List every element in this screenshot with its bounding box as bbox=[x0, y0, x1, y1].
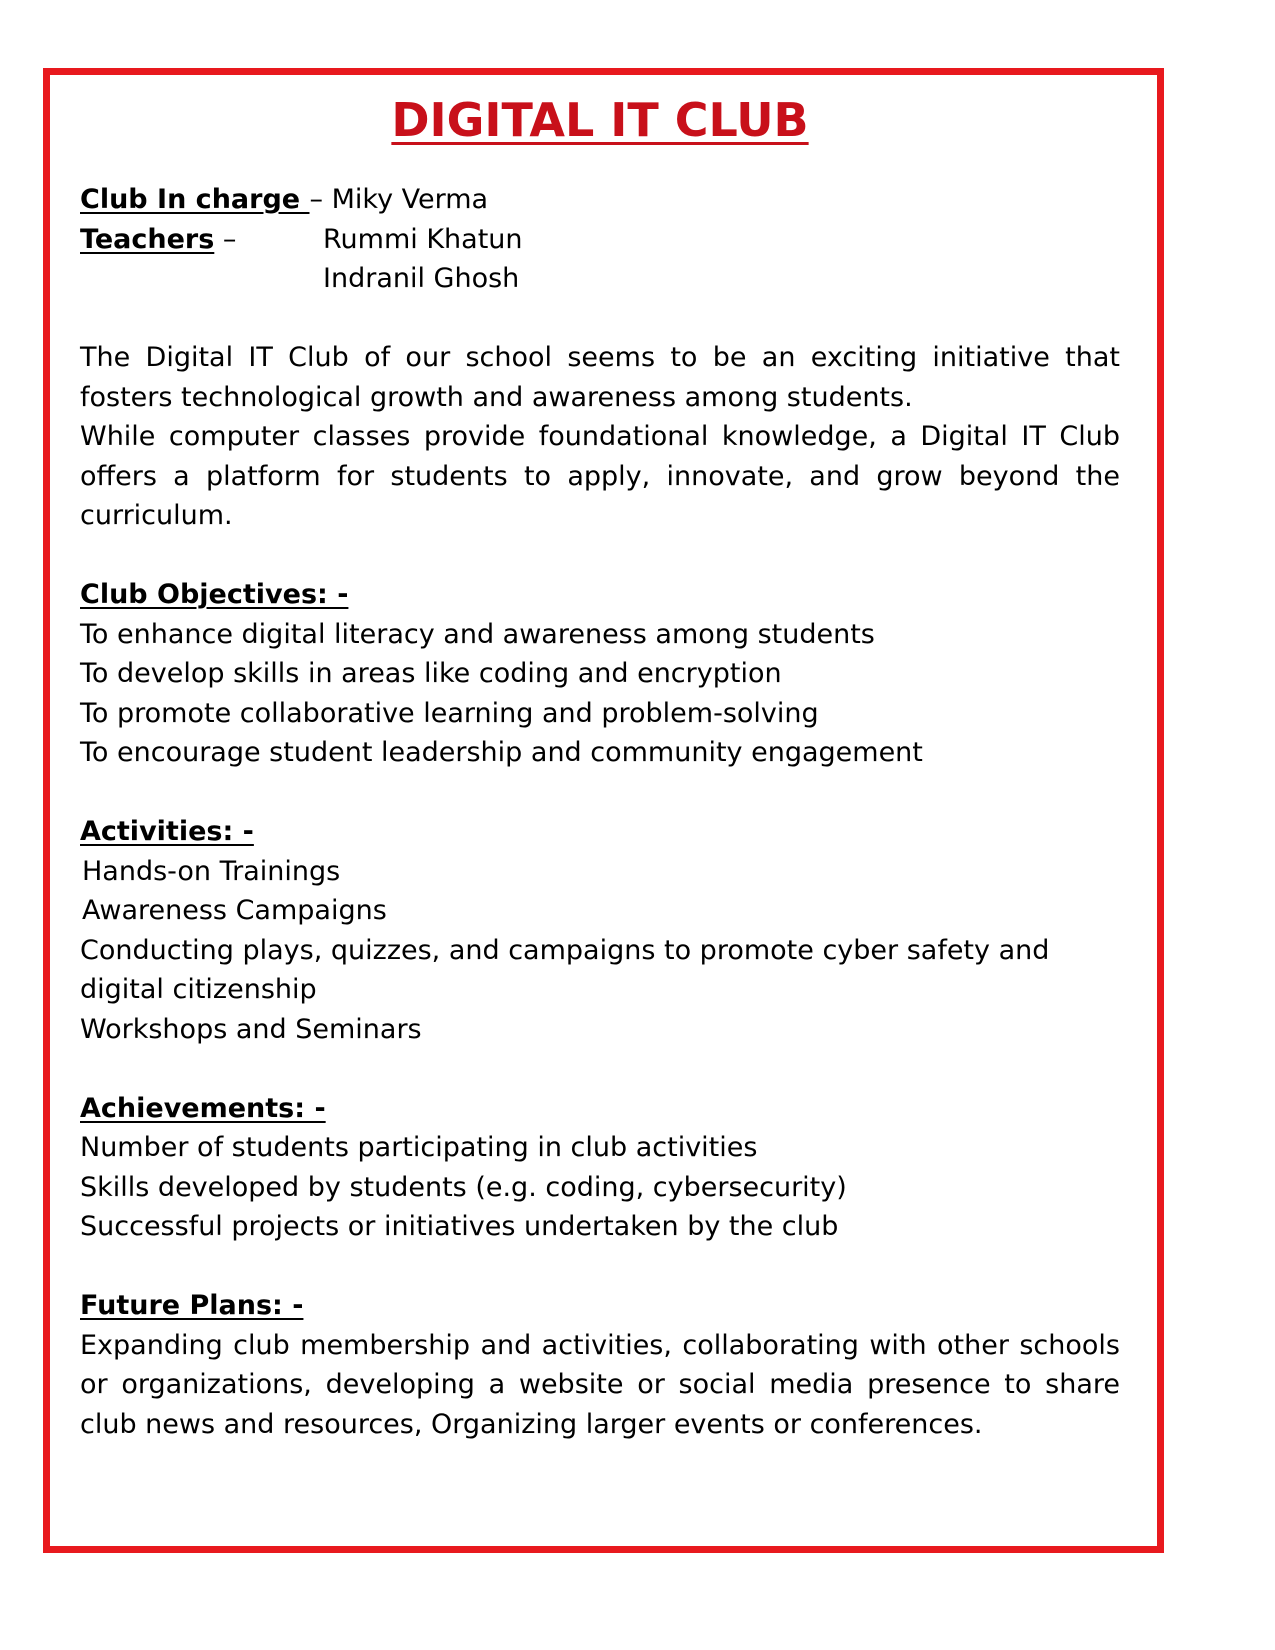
teacher-name-row bbox=[80, 259, 1120, 299]
activities-heading: Activities: - bbox=[80, 816, 254, 847]
teacher-name: Indranil Ghosh bbox=[323, 263, 520, 294]
club-in-charge-label: Club In charge bbox=[80, 184, 310, 215]
objective-item: To encourage student leadership and community engagement bbox=[80, 737, 923, 768]
document-body bbox=[80, 90, 1120, 1444]
teachers-label: Teachers bbox=[80, 223, 215, 255]
activity-item: Hands-on Trainings bbox=[82, 855, 341, 887]
club-in-charge-name: Miky Verma bbox=[331, 184, 489, 215]
future-plans-heading: Future Plans: - bbox=[80, 1290, 304, 1321]
achievements-heading: Achievements: - bbox=[80, 1092, 326, 1124]
objective-item: To develop skills in areas like coding and encryption bbox=[80, 658, 782, 689]
activity-item: Awareness Campaigns bbox=[82, 895, 387, 926]
intro-paragraph: While computer classes provide foundational knowledge, a Digital IT Club offers a platform for students to apply, innovate, and grow beyond the curriculum. bbox=[80, 421, 1120, 531]
activity-item: Workshops and Seminars bbox=[80, 1013, 422, 1045]
club-in-charge-row bbox=[80, 180, 1120, 220]
future-plans-paragraph: Expanding club membership and activities, collaborating with other schools or organizations, developing a website or social media presence to share club news and resources, Organizing larger events or conferences. bbox=[80, 1329, 1120, 1440]
teachers-separator: – bbox=[214, 223, 237, 255]
objective-item: To promote collaborative learning and problem-solving bbox=[80, 697, 819, 729]
teachers-row bbox=[80, 220, 1120, 260]
teacher-name: Rummi Khatun bbox=[323, 223, 523, 255]
objective-item: To enhance digital literacy and awareness among students bbox=[80, 618, 875, 650]
achievement-item: Number of students participating in club activities bbox=[80, 1132, 758, 1163]
page-title: DIGITAL IT CLUB bbox=[391, 93, 809, 147]
club-in-charge-separator: – bbox=[309, 184, 332, 215]
intro-paragraph: The Digital IT Club of our school seems to be an exciting initiative that fosters technological growth and awareness among students. bbox=[80, 342, 1120, 413]
activity-item: Conducting plays, quizzes, and campaigns to promote cyber safety and digital citizenship bbox=[80, 934, 1050, 1005]
achievement-item: Successful projects or initiatives undertaken by the club bbox=[80, 1211, 839, 1242]
objectives-heading: Club Objectives: - bbox=[80, 579, 349, 610]
achievement-item: Skills developed by students (e.g. coding, cybersecurity) bbox=[80, 1171, 847, 1203]
